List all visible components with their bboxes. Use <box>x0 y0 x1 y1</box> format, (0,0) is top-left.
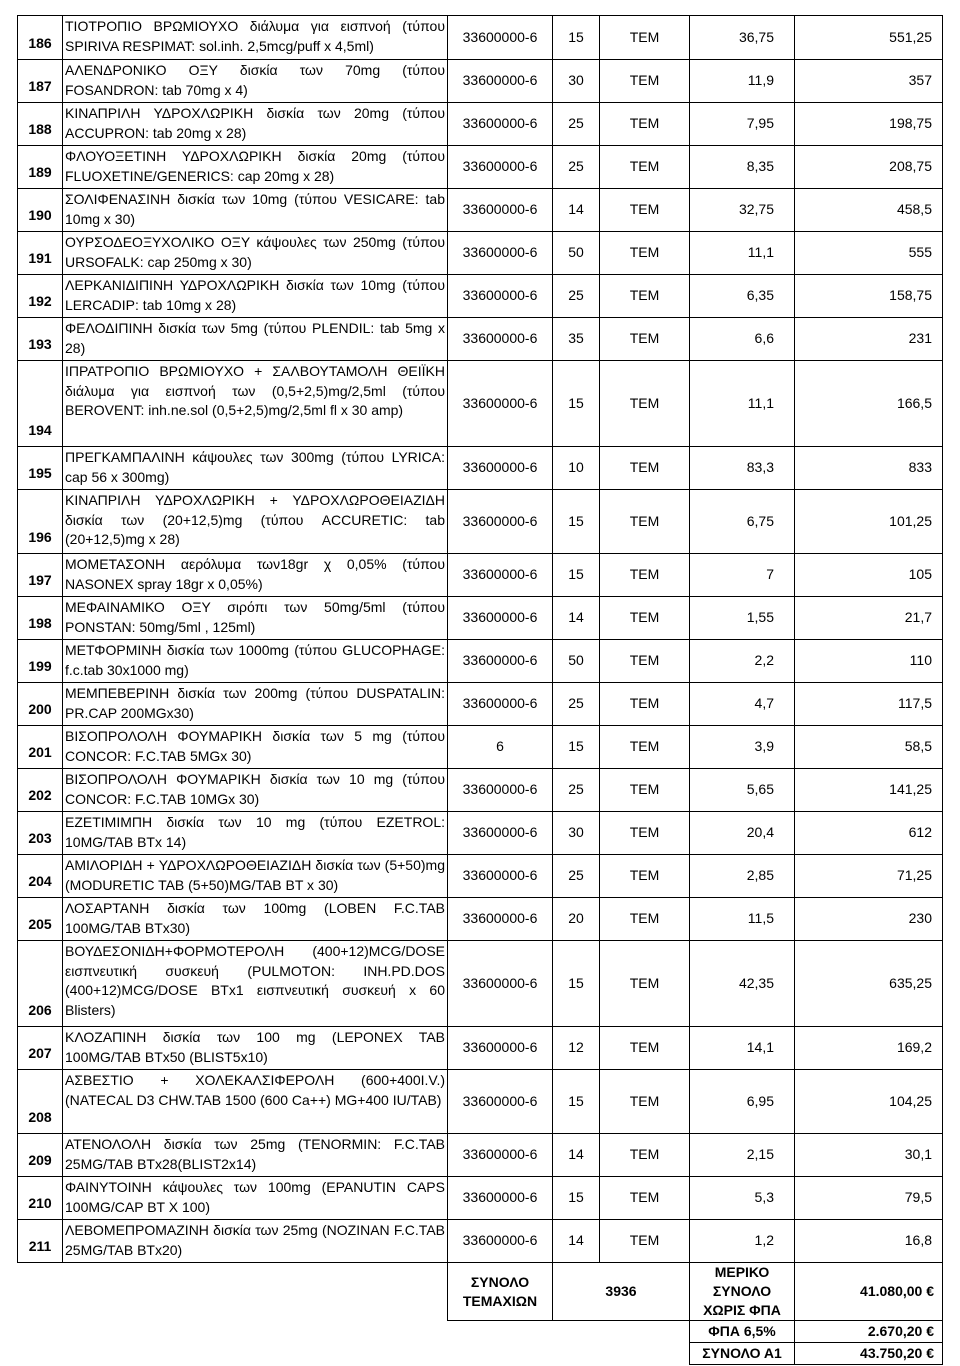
row-unit-price: 5,3 <box>690 1177 795 1220</box>
row-total: 141,25 <box>795 769 943 812</box>
row-total: 71,25 <box>795 855 943 898</box>
row-cpv-code: 6 <box>448 726 553 769</box>
row-total: 230 <box>795 898 943 941</box>
row-number: 186 <box>18 16 63 60</box>
row-description: ΑΛΕΝΔΡΟΝΙΚΟ ΟΞΥ δισκία των 70mg (τύπου FOSANDRON: tab 70mg x 4) <box>63 60 448 103</box>
table-row <box>18 60 943 103</box>
row-cpv-code: 33600000-6 <box>448 275 553 318</box>
row-description: ΜΕΜΠΕΒΕΡΙΝΗ δισκία των 200mg (τύπου DUSPATALIN: PR.CAP 200MGx30) <box>63 683 448 726</box>
table-row <box>18 103 943 146</box>
row-unit: ΤΕΜ <box>600 941 690 1027</box>
row-total: 104,25 <box>795 1070 943 1134</box>
row-number: 198 <box>18 597 63 640</box>
table-row <box>18 318 943 361</box>
row-number: 205 <box>18 898 63 941</box>
row-quantity: 15 <box>553 554 600 597</box>
table-row <box>18 275 943 318</box>
row-number: 193 <box>18 318 63 361</box>
row-total: 117,5 <box>795 683 943 726</box>
row-description: ΒΙΣΟΠΡΟΛΟΛΗ ΦΟΥΜΑΡΙΚΗ δισκία των 10 mg (τύπου CONCOR: F.C.TAB 10MGx 30) <box>63 769 448 812</box>
row-quantity: 15 <box>553 1070 600 1134</box>
row-quantity: 14 <box>553 1134 600 1177</box>
row-unit-price: 8,35 <box>690 146 795 189</box>
grand-total-label: ΣΥΝΟΛΟ Α1 <box>690 1343 795 1365</box>
row-unit-price: 14,1 <box>690 1027 795 1070</box>
table-row <box>18 1220 943 1263</box>
row-cpv-code: 33600000-6 <box>448 232 553 275</box>
row-unit: ΤΕΜ <box>600 554 690 597</box>
vat-label: ΦΠΑ 6,5% <box>690 1321 795 1343</box>
row-total: 58,5 <box>795 726 943 769</box>
row-quantity: 25 <box>553 275 600 318</box>
row-number: 187 <box>18 60 63 103</box>
row-unit: ΤΕΜ <box>600 726 690 769</box>
row-unit: ΤΕΜ <box>600 16 690 60</box>
row-unit-price: 2,85 <box>690 855 795 898</box>
row-number: 199 <box>18 640 63 683</box>
summary-spacer <box>18 1343 690 1365</box>
row-cpv-code: 33600000-6 <box>448 16 553 60</box>
row-cpv-code: 33600000-6 <box>448 1027 553 1070</box>
row-description: ΟΥΡΣΟΔΕΟΞΥΧΟΛΙΚΟ ΟΞΥ κάψουλες των 250mg (τύπου URSOFALK: cap 250mg x 30) <box>63 232 448 275</box>
summary-section <box>18 1263 943 1365</box>
row-description: ΑΤΕΝΟΛΟΛΗ δισκία των 25mg (TENORMIN: F.C.TAB 25MG/TAB BTx28(BLIST2x14) <box>63 1134 448 1177</box>
row-cpv-code: 33600000-6 <box>448 447 553 490</box>
table-row <box>18 554 943 597</box>
row-unit: ΤΕΜ <box>600 855 690 898</box>
table-row <box>18 683 943 726</box>
row-unit: ΤΕΜ <box>600 275 690 318</box>
row-total: 158,75 <box>795 275 943 318</box>
row-unit: ΤΕΜ <box>600 318 690 361</box>
summary-row-items <box>18 1263 943 1321</box>
row-quantity: 10 <box>553 447 600 490</box>
row-unit-price: 1,2 <box>690 1220 795 1263</box>
table-row <box>18 640 943 683</box>
row-unit: ΤΕΜ <box>600 1134 690 1177</box>
summary-spacer <box>18 1263 448 1321</box>
row-cpv-code: 33600000-6 <box>448 683 553 726</box>
table-row <box>18 597 943 640</box>
row-unit: ΤΕΜ <box>600 103 690 146</box>
row-description: ΕΖΕΤΙΜΙΜΠΗ δισκία των 10 mg (τύπου EZETROL: 10MG/TAB BTx 14) <box>63 812 448 855</box>
row-number: 189 <box>18 146 63 189</box>
row-unit: ΤΕΜ <box>600 232 690 275</box>
row-description: ΑΣΒΕΣΤΙΟ + ΧΟΛΕΚΑΛΣΙΦΕΡΟΛΗ (600+400I.V.) (NATECAL D3 CHW.TAB 1500 (600 Ca++) MG+400 IU/TAB) <box>63 1070 448 1134</box>
row-unit: ΤΕΜ <box>600 769 690 812</box>
row-unit-price: 7 <box>690 554 795 597</box>
row-number: 202 <box>18 769 63 812</box>
row-description: ΜΟΜΕΤΑΣΟΝΗ αερόλυμα των18gr χ 0,05% (τύπου NASONEX spray 18gr x 0,05%) <box>63 554 448 597</box>
table-row <box>18 361 943 447</box>
row-quantity: 15 <box>553 726 600 769</box>
row-unit-price: 2,15 <box>690 1134 795 1177</box>
row-number: 192 <box>18 275 63 318</box>
row-unit: ΤΕΜ <box>600 1177 690 1220</box>
row-number: 201 <box>18 726 63 769</box>
row-unit-price: 11,9 <box>690 60 795 103</box>
row-unit-price: 11,5 <box>690 898 795 941</box>
row-number: 209 <box>18 1134 63 1177</box>
table-row <box>18 812 943 855</box>
row-unit-price: 1,55 <box>690 597 795 640</box>
row-description: ΛΕΒΟΜΕΠΡΟΜΑΖΙΝΗ δισκία των 25mg (NOZINAN F.C.TAB 25MG/TAB BTx20) <box>63 1220 448 1263</box>
row-unit: ΤΕΜ <box>600 490 690 554</box>
row-number: 211 <box>18 1220 63 1263</box>
row-cpv-code: 33600000-6 <box>448 855 553 898</box>
row-total: 833 <box>795 447 943 490</box>
row-cpv-code: 33600000-6 <box>448 189 553 232</box>
row-total: 110 <box>795 640 943 683</box>
row-total: 105 <box>795 554 943 597</box>
row-total: 169,2 <box>795 1027 943 1070</box>
row-unit: ΤΕΜ <box>600 60 690 103</box>
price-table-sheet <box>17 15 943 1365</box>
row-unit-price: 83,3 <box>690 447 795 490</box>
row-number: 188 <box>18 103 63 146</box>
row-number: 208 <box>18 1070 63 1134</box>
row-description: ΣΟΛΙΦΕΝΑΣΙΝΗ δισκία των 10mg (τύπου VESICARE: tab 10mg x 30) <box>63 189 448 232</box>
row-number: 191 <box>18 232 63 275</box>
row-total: 458,5 <box>795 189 943 232</box>
row-description: ΚΛΟΖΑΠΙΝΗ δισκία των 100 mg (LEPONEX TAB 100MG/TAB BTx50 (BLIST5x10) <box>63 1027 448 1070</box>
row-number: 195 <box>18 447 63 490</box>
table-row <box>18 1177 943 1220</box>
row-unit-price: 32,75 <box>690 189 795 232</box>
table-row <box>18 855 943 898</box>
row-description: ΜΕΤΦΟΡΜΙΝΗ δισκία των 1000mg (τύπου GLUCOPHAGE: f.c.tab 30x1000 mg) <box>63 640 448 683</box>
row-number: 200 <box>18 683 63 726</box>
row-description: ΑΜΙΛΟΡΙΔΗ + ΥΔΡΟΧΛΩΡΟΘΕΙΑΖΙΔΗ δισκία των (5+50)mg (MODURETIC TAB (5+50)MG/TAB BT x 30) <box>63 855 448 898</box>
row-unit: ΤΕΜ <box>600 1220 690 1263</box>
table-row <box>18 898 943 941</box>
row-quantity: 15 <box>553 941 600 1027</box>
row-description: ΛΟΣΑΡΤΑΝΗ δισκία των 100mg (LOBEN F.C.TAB 100MG/TAB BTx30) <box>63 898 448 941</box>
row-unit-price: 6,75 <box>690 490 795 554</box>
row-unit-price: 11,1 <box>690 232 795 275</box>
row-quantity: 30 <box>553 60 600 103</box>
row-unit: ΤΕΜ <box>600 1070 690 1134</box>
row-unit-price: 42,35 <box>690 941 795 1027</box>
row-cpv-code: 33600000-6 <box>448 812 553 855</box>
total-items-label: ΣΥΝΟΛΟ ΤΕΜΑΧΙΩΝ <box>448 1263 553 1321</box>
row-cpv-code: 33600000-6 <box>448 898 553 941</box>
row-description: ΜΕΦΑΙΝΑΜΙΚΟ ΟΞΥ σιρόπι των 50mg/5ml (τύπου PONSTAN: 50mg/5ml , 125ml) <box>63 597 448 640</box>
row-quantity: 14 <box>553 597 600 640</box>
row-unit: ΤΕΜ <box>600 812 690 855</box>
summary-row-vat <box>18 1321 943 1343</box>
row-total: 231 <box>795 318 943 361</box>
total-items-value: 3936 <box>553 1263 690 1321</box>
row-cpv-code: 33600000-6 <box>448 1220 553 1263</box>
row-quantity: 50 <box>553 640 600 683</box>
row-description: ΠΡΕΓΚΑΜΠΑΛΙΝΗ κάψουλες των 300mg (τύπου LYRICA: cap 56 x 300mg) <box>63 447 448 490</box>
table-row <box>18 1027 943 1070</box>
row-quantity: 50 <box>553 232 600 275</box>
row-total: 101,25 <box>795 490 943 554</box>
row-quantity: 35 <box>553 318 600 361</box>
row-total: 357 <box>795 60 943 103</box>
row-description: ΚΙΝΑΠΡΙΛΗ ΥΔΡΟΧΛΩΡΙΚΗ δισκία των 20mg (τύπου ACCUPRON: tab 20mg x 28) <box>63 103 448 146</box>
row-total: 166,5 <box>795 361 943 447</box>
row-unit: ΤΕΜ <box>600 1027 690 1070</box>
row-quantity: 25 <box>553 683 600 726</box>
row-total: 635,25 <box>795 941 943 1027</box>
row-cpv-code: 33600000-6 <box>448 361 553 447</box>
row-unit: ΤΕΜ <box>600 447 690 490</box>
row-unit: ΤΕΜ <box>600 640 690 683</box>
table-row <box>18 189 943 232</box>
row-quantity: 15 <box>553 16 600 60</box>
row-total: 551,25 <box>795 16 943 60</box>
row-description: ΤΙΟΤΡΟΠΙΟ ΒΡΩΜΙΟΥΧΟ διάλυμα για εισπνοή (τύπου SPIRIVA RESPIMAT: sol.inh. 2,5mcg/puff x 4,5ml) <box>63 16 448 60</box>
row-description: ΚΙΝΑΠΡΙΛΗ ΥΔΡΟΧΛΩΡΙΚΗ + ΥΔΡΟΧΛΩΡΟΘΕΙΑΖΙΔΗ δισκία των (20+12,5)mg (τύπου ACCURETIC: tab (20+12,5)mg x 28) <box>63 490 448 554</box>
row-unit-price: 7,95 <box>690 103 795 146</box>
row-cpv-code: 33600000-6 <box>448 941 553 1027</box>
row-unit: ΤΕΜ <box>600 597 690 640</box>
summary-row-grand <box>18 1343 943 1365</box>
row-unit-price: 5,65 <box>690 769 795 812</box>
row-unit-price: 11,1 <box>690 361 795 447</box>
row-cpv-code: 33600000-6 <box>448 146 553 189</box>
table-row <box>18 941 943 1027</box>
row-unit: ΤΕΜ <box>600 683 690 726</box>
row-unit-price: 20,4 <box>690 812 795 855</box>
row-quantity: 15 <box>553 490 600 554</box>
row-description: ΦΕΛΟΔΙΠΙΝΗ δισκία των 5mg (τύπου PLENDIL: tab 5mg x 28) <box>63 318 448 361</box>
row-cpv-code: 33600000-6 <box>448 318 553 361</box>
row-cpv-code: 33600000-6 <box>448 60 553 103</box>
row-total: 30,1 <box>795 1134 943 1177</box>
table-row <box>18 769 943 812</box>
row-unit-price: 2,2 <box>690 640 795 683</box>
row-unit-price: 36,75 <box>690 16 795 60</box>
row-quantity: 14 <box>553 189 600 232</box>
row-number: 197 <box>18 554 63 597</box>
row-cpv-code: 33600000-6 <box>448 597 553 640</box>
row-quantity: 14 <box>553 1220 600 1263</box>
row-unit-price: 6,35 <box>690 275 795 318</box>
row-number: 196 <box>18 490 63 554</box>
row-number: 203 <box>18 812 63 855</box>
row-description: ΦΛΟΥΟΞΕΤΙΝΗ ΥΔΡΟΧΛΩΡΙΚΗ δισκία 20mg (τύπου FLUOXETINE/GENERICS: cap 20mg x 28) <box>63 146 448 189</box>
row-total: 555 <box>795 232 943 275</box>
row-description: ΛΕΡΚΑΝΙΔΙΠΙΝΗ ΥΔΡΟΧΛΩΡΙΚΗ δισκία των 10mg (τύπου LERCADIP: tab 10mg x 28) <box>63 275 448 318</box>
subtotal-value: 41.080,00 € <box>795 1263 943 1321</box>
row-unit: ΤΕΜ <box>600 189 690 232</box>
row-quantity: 30 <box>553 812 600 855</box>
table-row <box>18 16 943 60</box>
subtotal-label: ΜΕΡΙΚΟ ΣΥΝΟΛΟ ΧΩΡΙΣ ΦΠΑ <box>690 1263 795 1321</box>
row-total: 198,75 <box>795 103 943 146</box>
table-body <box>18 16 943 1263</box>
row-unit: ΤΕΜ <box>600 361 690 447</box>
row-number: 210 <box>18 1177 63 1220</box>
row-description: ΙΠΡΑΤΡΟΠΙΟ ΒΡΩΜΙΟΥΧΟ + ΣΑΛΒΟΥΤΑΜΟΛΗ ΘΕΙΪΚΗ διάλυμα για εισπνοή των (0,5+2,5)mg/2,5ml (τύπου BEROVENT: inh.ne.sol (0,5+2,5)mg/2,5ml fl x 30 amp) <box>63 361 448 447</box>
row-quantity: 25 <box>553 103 600 146</box>
row-number: 190 <box>18 189 63 232</box>
row-quantity: 25 <box>553 146 600 189</box>
row-number: 207 <box>18 1027 63 1070</box>
row-quantity: 20 <box>553 898 600 941</box>
row-cpv-code: 33600000-6 <box>448 1070 553 1134</box>
row-quantity: 25 <box>553 769 600 812</box>
row-total: 21,7 <box>795 597 943 640</box>
row-cpv-code: 33600000-6 <box>448 554 553 597</box>
price-table <box>17 15 943 1365</box>
row-description: ΒΙΣΟΠΡΟΛΟΛΗ ΦΟΥΜΑΡΙΚΗ δισκία των 5 mg (τύπου CONCOR: F.C.TAB 5MGx 30) <box>63 726 448 769</box>
row-number: 194 <box>18 361 63 447</box>
row-total: 79,5 <box>795 1177 943 1220</box>
row-total: 612 <box>795 812 943 855</box>
table-row <box>18 490 943 554</box>
table-row <box>18 1070 943 1134</box>
row-unit-price: 6,6 <box>690 318 795 361</box>
row-unit-price: 3,9 <box>690 726 795 769</box>
row-cpv-code: 33600000-6 <box>448 769 553 812</box>
row-unit: ΤΕΜ <box>600 146 690 189</box>
table-row <box>18 726 943 769</box>
row-cpv-code: 33600000-6 <box>448 1134 553 1177</box>
table-row <box>18 232 943 275</box>
row-number: 204 <box>18 855 63 898</box>
row-description: ΒΟΥΔΕΣΟΝΙΔΗ+ΦΟΡΜΟΤΕΡΟΛΗ (400+12)MCG/DOSE εισπνευτική συσκευή (PULMOTON: INH.PD.DOS (400+12)MCG/DOSE BTx1 εισπνευτική συσκευή x 60 Blisters) <box>63 941 448 1027</box>
summary-spacer <box>18 1321 690 1343</box>
row-quantity: 25 <box>553 855 600 898</box>
vat-value: 2.670,20 € <box>795 1321 943 1343</box>
row-unit: ΤΕΜ <box>600 898 690 941</box>
row-unit-price: 4,7 <box>690 683 795 726</box>
row-quantity: 12 <box>553 1027 600 1070</box>
table-row <box>18 146 943 189</box>
row-cpv-code: 33600000-6 <box>448 103 553 146</box>
row-quantity: 15 <box>553 1177 600 1220</box>
row-description: ΦΑΙΝΥΤΟΙΝΗ κάψουλες των 100mg (EPANUTIN CAPS 100MG/CAP BT X 100) <box>63 1177 448 1220</box>
row-cpv-code: 33600000-6 <box>448 490 553 554</box>
grand-total-value: 43.750,20 € <box>795 1343 943 1365</box>
row-cpv-code: 33600000-6 <box>448 1177 553 1220</box>
row-quantity: 15 <box>553 361 600 447</box>
row-cpv-code: 33600000-6 <box>448 640 553 683</box>
table-row <box>18 447 943 490</box>
row-total: 16,8 <box>795 1220 943 1263</box>
table-row <box>18 1134 943 1177</box>
row-number: 206 <box>18 941 63 1027</box>
row-unit-price: 6,95 <box>690 1070 795 1134</box>
row-total: 208,75 <box>795 146 943 189</box>
